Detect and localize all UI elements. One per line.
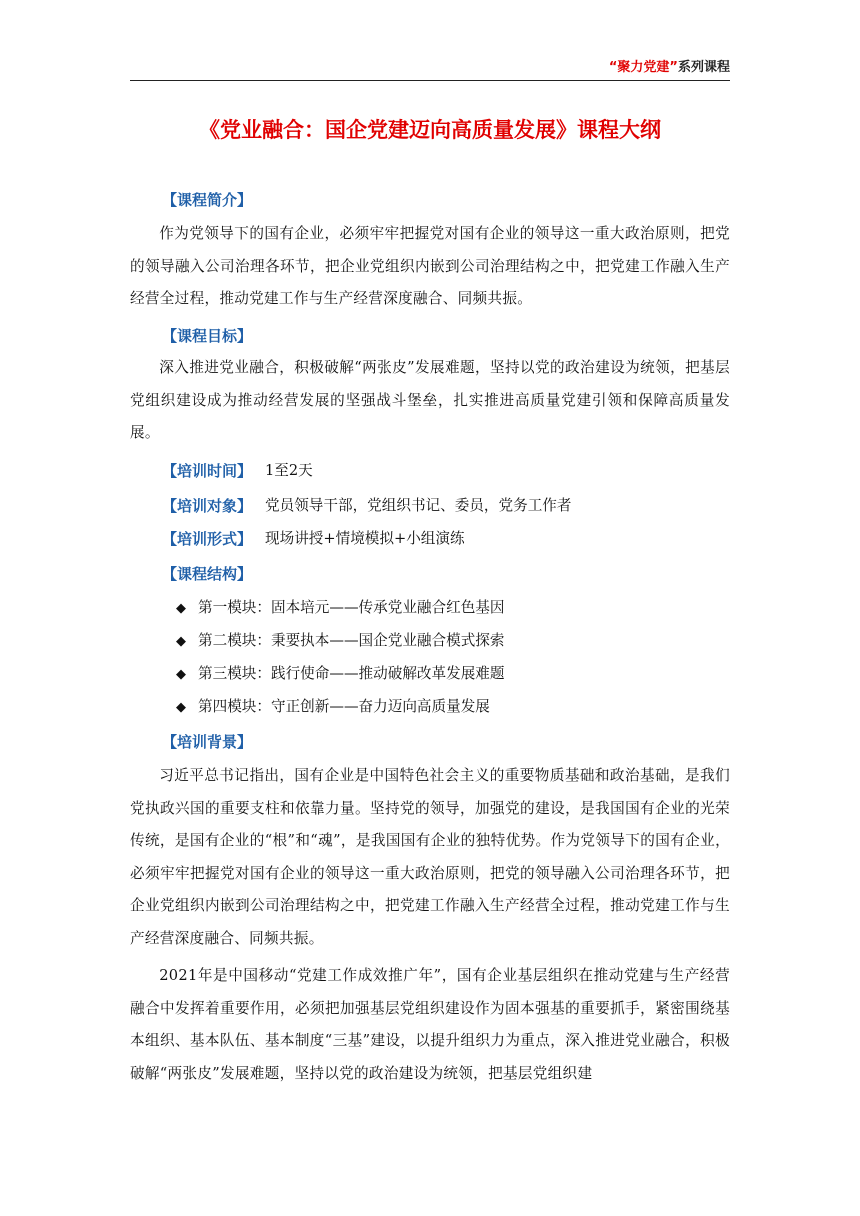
series-suffix: 系列课程	[677, 60, 730, 75]
header-divider	[130, 80, 730, 81]
module-list-item	[176, 596, 504, 620]
background-paragraph-2: 2021年是中国移动“党建工作成效推广年”，国有企业基层组织在推动党建与生产经营融合中发挥着重要作用，必须把加强基层党组织建设作为固本强基的重要抓手，紧密围绕基本组织、基本队伍、基本制度“三基”建设，以提升组织力为重点，深入推进党业融合，积极破解“两张皮”发展难题，坚持以党的政治建设为统领，把基层党组织建	[130, 967, 730, 1082]
module-list-item	[176, 662, 504, 686]
diamond-bullet-icon: ◆	[176, 634, 186, 649]
module-list-item	[176, 695, 490, 719]
diamond-bullet-icon: ◆	[176, 700, 186, 715]
background-paragraph-1: 习近平总书记指出，国有企业是中国特色社会主义的重要物质基础和政治基础，是我们党执政兴国的重要支柱和依靠力量。坚持党的领导，加强党的建设，是我国国有企业的光荣传统，是国有企业的“根”和“魂”，是我国国有企业的独特优势。作为党领导下的国有企业，必须牢牢把握党对国有企业的领导这一重大政治原则，把党的领导融入公司治理各环节，把企业党组织内嵌到公司治理结构之中，把党建工作融入生产经营全过程，推动党建工作与生产经营深度融合、同频共振。	[130, 767, 730, 947]
section-heading-intro: 【课程简介】	[162, 191, 253, 209]
section-heading-goal: 【课程目标】	[162, 327, 253, 345]
page-title: 《党业融合：国企党建迈向高质量发展》课程大纲	[199, 118, 661, 142]
module-label: 第一模块：固本培元——传承党业融合红色基因	[198, 599, 505, 616]
series-highlight: “聚力党建”	[608, 60, 678, 75]
section-heading-structure: 【课程结构】	[162, 565, 253, 583]
training-audience-value: 党员领导干部，党组织书记、委员，党务工作者	[265, 497, 572, 514]
module-label: 第四模块：守正创新——奋力迈向高质量发展	[198, 698, 490, 715]
module-label: 第二模块：秉要执本——国企党业融合模式探索	[198, 632, 505, 649]
module-label: 第三模块：践行使命——推动破解改革发展难题	[198, 665, 505, 682]
module-list-item	[176, 629, 504, 653]
training-time-value: 1至2天	[265, 462, 313, 479]
section-heading-background: 【培训背景】	[162, 733, 253, 751]
diamond-bullet-icon: ◆	[176, 601, 186, 616]
section-heading-time: 【培训时间】	[162, 462, 253, 480]
section-heading-format: 【培训形式】	[162, 530, 253, 548]
diamond-bullet-icon: ◆	[176, 667, 186, 682]
goal-paragraph: 深入推进党业融合，积极破解“两张皮”发展难题，坚持以党的政治建设为统领，把基层党组织建设成为推动经营发展的坚强战斗堡垒，扎实推进高质量党建引领和保障高质量发展。	[130, 359, 730, 441]
page-header	[130, 58, 730, 78]
section-heading-audience: 【培训对象】	[162, 497, 253, 515]
intro-paragraph: 作为党领导下的国有企业，必须牢牢把握党对国有企业的领导这一重大政治原则，把党的领导融入公司治理各环节，把企业党组织内嵌到公司治理结构之中，把党建工作融入生产经营全过程，推动党建工作与生产经营深度融合、同频共振。	[130, 225, 730, 307]
training-format-value: 现场讲授+情境模拟+小组演练	[265, 530, 465, 547]
